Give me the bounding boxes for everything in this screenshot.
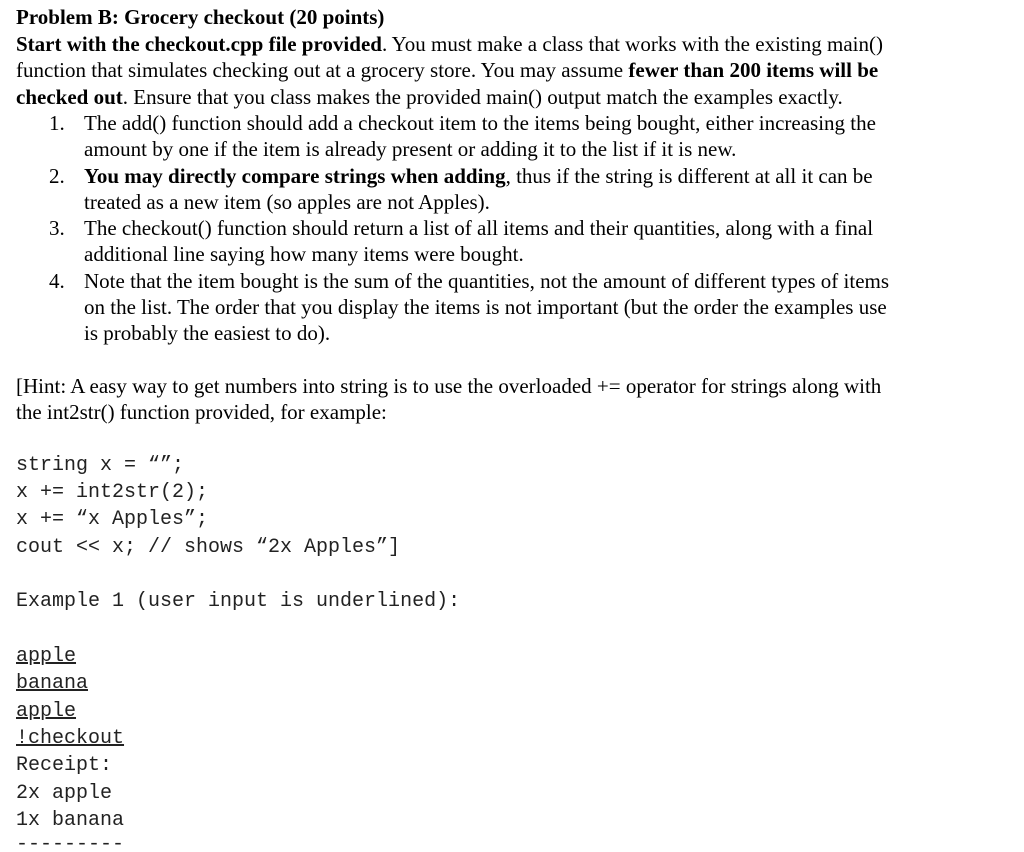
requirement-text: is probably the easiest to do). — [84, 321, 331, 346]
intro-bold-limit-1: fewer than 200 items will be — [628, 58, 879, 82]
requirement-number: 3. — [49, 216, 65, 241]
example-session — [16, 643, 976, 847]
problem-title: Problem B: Grocery checkout (20 points) — [16, 5, 385, 29]
requirement-text — [84, 163, 976, 189]
code-line: string x = “”; — [16, 453, 185, 477]
requirement-text: The checkout() function should return a list of all items and their quantities, along with a final — [84, 216, 874, 241]
user-input-line: banana — [16, 672, 89, 696]
requirement-number: 1. — [49, 111, 65, 135]
user-input-line: apple — [16, 644, 77, 668]
requirement-text: amount by one if the item is already present or adding it to the list if it is new. — [84, 137, 737, 162]
user-input-line: !checkout — [16, 726, 125, 750]
requirement-number: 4. — [49, 268, 65, 293]
intro-line-1 — [16, 31, 976, 58]
output-line: Receipt: — [16, 754, 113, 778]
requirement-item — [16, 163, 976, 216]
requirement-text: additional line saying how many items were bought. — [84, 242, 524, 267]
intro-text-2: function that simulates checking out at a grocery store. You may assume — [16, 58, 629, 82]
requirement-number: 2. — [49, 163, 65, 188]
intro-line-2 — [16, 57, 976, 84]
intro-text-1: . You must make a class that works with the existing main() — [381, 31, 883, 56]
output-line: 1x banana — [16, 809, 125, 833]
code-line: x += int2str(2); — [16, 481, 209, 505]
code-line: x += “x Apples”; — [16, 508, 209, 532]
requirement-text: Note that the item bought is the sum of the quantities, not the amount of different types of items — [84, 268, 890, 293]
requirement-text: treated as a new item (so apples are not Apples). — [84, 189, 490, 214]
requirement-bold: You may directly compare strings when adding — [84, 163, 506, 188]
document-page — [16, 4, 976, 847]
intro-paragraph — [16, 31, 976, 111]
requirement-item — [16, 110, 976, 163]
hint-paragraph — [16, 373, 976, 426]
hint-line-1: [Hint: A easy way to get numbers into string is to use the overloaded += operator for strings along with — [16, 373, 882, 398]
requirement-item — [16, 215, 976, 268]
code-example — [16, 452, 976, 562]
requirement-after-bold: , thus if the string is different at all it can be — [505, 163, 873, 188]
user-input-line: apple — [16, 699, 77, 723]
intro-bold-limit-2: checked out — [16, 84, 123, 109]
intro-line-3 — [16, 84, 976, 111]
requirement-item — [16, 268, 976, 347]
output-line: 2x apple — [16, 781, 113, 805]
hint-line-2: the int2str() function provided, for example: — [16, 400, 387, 425]
requirement-text: The add() function should add a checkout item to the items being bought, either increasing the — [84, 111, 876, 135]
separator-line: --------- — [16, 834, 125, 847]
requirements-list — [16, 110, 976, 347]
code-line: cout << x; // shows “2x Apples”] — [16, 535, 401, 559]
intro-text-3: . Ensure that you class makes the provided main() output match the examples exactly. — [122, 84, 843, 109]
example-heading: Example 1 (user input is underlined): — [16, 590, 461, 614]
intro-bold-start: Start with the checkout.cpp file provided — [16, 31, 382, 56]
requirement-text: on the list. The order that you display the items is not important (but the order the examples use — [84, 295, 887, 320]
